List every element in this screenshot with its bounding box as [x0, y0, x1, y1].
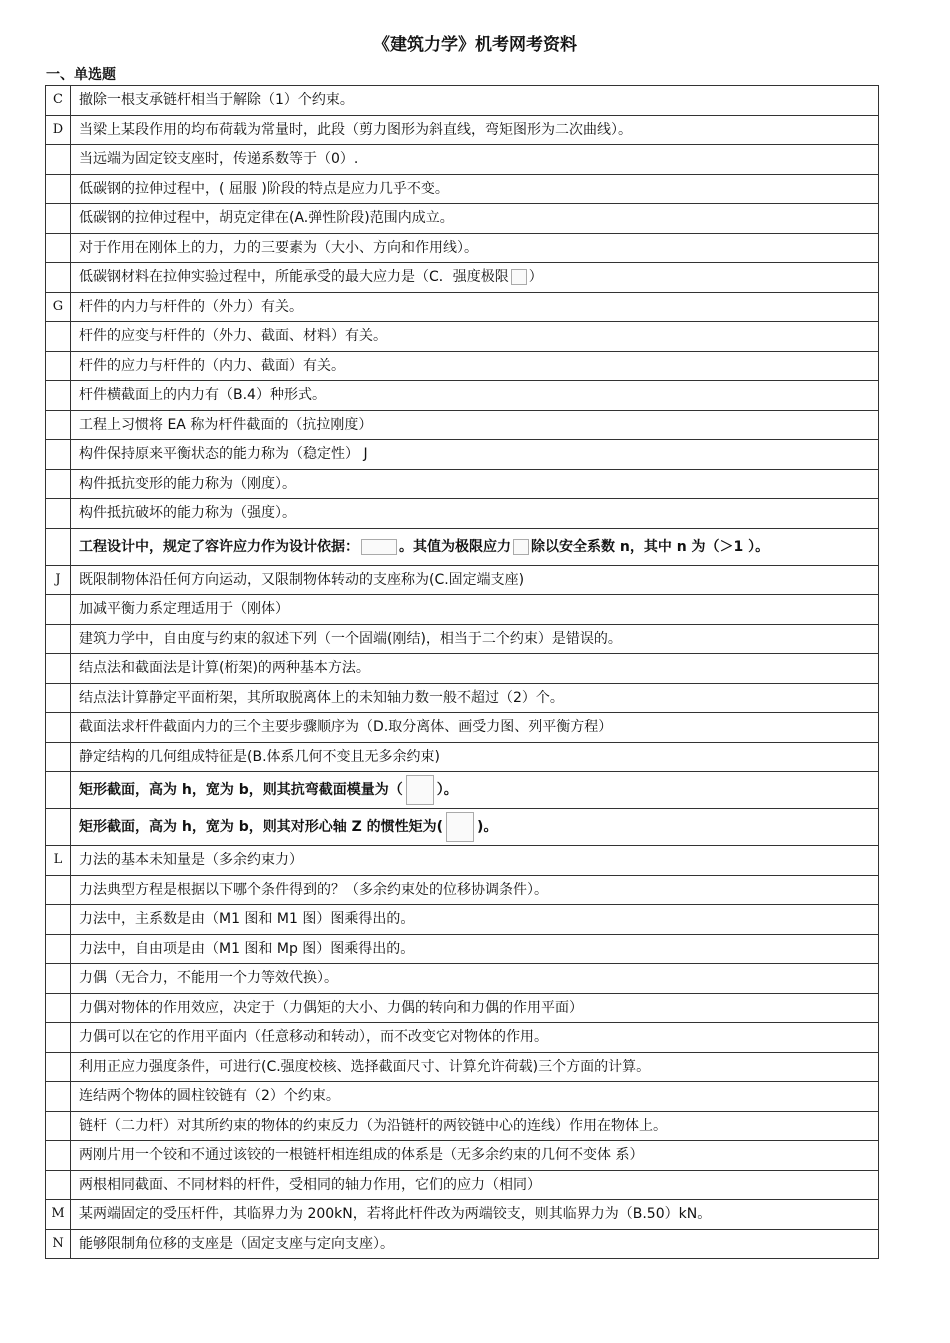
row-text-part: )。: [477, 819, 498, 835]
row-text: 低碳钢的拉伸过程中，( 屈服 )阶段的特点是应力几乎不变。: [71, 174, 879, 204]
row-text: 能够限制角位移的支座是（固定支座与定向支座）。: [71, 1229, 879, 1259]
table-row: [46, 742, 879, 772]
formula-image: [511, 269, 527, 285]
row-text-part: 矩形截面，高为 h，宽为 b，则其抗弯截面模量为（: [79, 782, 403, 798]
row-text: 链杆（二力杆）对其所约束的物体的约束反力（为沿链杆的两铰链中心的连线）作用在物体上。: [71, 1111, 879, 1141]
table-row: [46, 1229, 879, 1259]
table-row: [46, 654, 879, 684]
table-row: [46, 528, 879, 565]
row-letter: [46, 595, 71, 625]
table-row: [46, 263, 879, 293]
table-row: [46, 993, 879, 1023]
row-text: 对于作用在刚体上的力，力的三要素为（大小、方向和作用线）。: [71, 233, 879, 263]
row-text: 构件抵抗变形的能力称为（刚度）。: [71, 469, 879, 499]
table-row: [46, 145, 879, 175]
row-letter: [46, 410, 71, 440]
row-letter: [46, 905, 71, 935]
table-row: [46, 683, 879, 713]
row-text-part: 。其值为极限应力: [399, 538, 511, 555]
table-row: [46, 875, 879, 905]
row-letter: J: [46, 565, 71, 595]
row-letter: [46, 1023, 71, 1053]
row-text: 杆件横截面上的内力有（B.4）种形式。: [71, 381, 879, 411]
row-text: [71, 772, 879, 809]
table-row: [46, 292, 879, 322]
table-row: [46, 499, 879, 529]
row-text: 连结两个物体的圆柱铰链有（2）个约束。: [71, 1082, 879, 1112]
row-text: 静定结构的几何组成特征是(B.体系几何不变且无多余约束): [71, 742, 879, 772]
row-text: 加减平衡力系定理适用于（刚体）: [71, 595, 879, 625]
row-text-part: 除以安全系数 n，其中 n 为（＞1 ）。: [531, 538, 770, 555]
row-text: 两根相同截面、不同材料的杆件，受相同的轴力作用，它们的应力（相同）: [71, 1170, 879, 1200]
question-table: [45, 85, 879, 1259]
formula-image: [446, 812, 474, 842]
section-heading: 一、单选题: [46, 67, 116, 83]
row-letter: N: [46, 1229, 71, 1259]
row-text: 力法中，主系数是由（M1 图和 M1 图）图乘得出的。: [71, 905, 879, 935]
row-letter: G: [46, 292, 71, 322]
row-letter: [46, 654, 71, 684]
row-text: 低碳钢的拉伸过程中，胡克定律在(A.弹性阶段)范围内成立。: [71, 204, 879, 234]
table-row: [46, 86, 879, 116]
row-letter: [46, 1052, 71, 1082]
table-row: [46, 351, 879, 381]
table-row: [46, 381, 879, 411]
row-letter: [46, 381, 71, 411]
table-row: [46, 809, 879, 846]
row-text: 结点法和截面法是计算(桁架)的两种基本方法。: [71, 654, 879, 684]
row-letter: [46, 964, 71, 994]
row-text: 结点法计算静定平面桁架，其所取脱离体上的未知轴力数一般不超过（2）个。: [71, 683, 879, 713]
formula-image: [513, 539, 529, 555]
formula-image: [361, 539, 397, 555]
row-text-part: 工程设计中，规定了容许应力作为设计依据：: [79, 538, 359, 555]
row-letter: [46, 875, 71, 905]
row-letter: [46, 499, 71, 529]
table-row: [46, 1141, 879, 1171]
row-letter: [46, 440, 71, 470]
row-text: 建筑力学中，自由度与约束的叙述下列（一个固端(刚结)，相当于二个约束）是错误的。: [71, 624, 879, 654]
table-row: [46, 410, 879, 440]
table-row: [46, 565, 879, 595]
row-text: 杆件的内力与杆件的（外力）有关。: [71, 292, 879, 322]
row-text: 利用正应力强度条件，可进行(C.强度校核、选择截面尺寸、计算允许荷载)三个方面的计算。: [71, 1052, 879, 1082]
row-text: 工程上习惯将 EA 称为杆件截面的（抗拉刚度）: [71, 410, 879, 440]
row-letter: [46, 1141, 71, 1171]
row-letter: C: [46, 86, 71, 116]
table-row: [46, 964, 879, 994]
row-letter: [46, 204, 71, 234]
row-letter: [46, 772, 71, 809]
row-letter: [46, 174, 71, 204]
row-text: 力法的基本未知量是（多余约束力）: [71, 846, 879, 876]
table-row: [46, 624, 879, 654]
row-letter: [46, 1082, 71, 1112]
row-text: 某两端固定的受压杆件，其临界力为 200kN，若将此杆件改为两端铰支，则其临界力为（B.50）kN。: [71, 1200, 879, 1230]
row-letter: [46, 528, 71, 565]
row-text: [71, 528, 879, 565]
table-row: [46, 1023, 879, 1053]
table-row: [46, 595, 879, 625]
row-text: 既限制物体沿任何方向运动，又限制物体转动的支座称为(C.固定端支座): [71, 565, 879, 595]
table-row: [46, 469, 879, 499]
row-letter: [46, 934, 71, 964]
row-text: 构件保持原来平衡状态的能力称为（稳定性） J: [71, 440, 879, 470]
row-letter: D: [46, 115, 71, 145]
row-text-part: 矩形截面，高为 h，宽为 b，则其对形心轴 Z 的惯性矩为(: [79, 819, 444, 835]
row-text: [71, 263, 879, 293]
table-row: [46, 1082, 879, 1112]
row-text-part: ）。: [436, 782, 458, 798]
row-text: 力法中，自由项是由（M1 图和 Mp 图）图乘得出的。: [71, 934, 879, 964]
row-letter: M: [46, 1200, 71, 1230]
row-letter: [46, 322, 71, 352]
table-row: [46, 934, 879, 964]
row-letter: [46, 742, 71, 772]
row-letter: [46, 624, 71, 654]
table-row: [46, 440, 879, 470]
row-text: 力偶可以在它的作用平面内（任意移动和转动），而不改变它对物体的作用。: [71, 1023, 879, 1053]
row-letter: [46, 351, 71, 381]
row-text: 构件抵抗破坏的能力称为（强度）。: [71, 499, 879, 529]
table-row: [46, 174, 879, 204]
row-text: 力偶对物体的作用效应，决定于（力偶矩的大小、力偶的转向和力偶的作用平面）: [71, 993, 879, 1023]
row-text: 力法典型方程是根据以下哪个条件得到的？（多余约束处的位移协调条件）。: [71, 875, 879, 905]
table-row: [46, 1200, 879, 1230]
row-letter: L: [46, 846, 71, 876]
row-text: 撤除一根支承链杆相当于解除（1）个约束。: [71, 86, 879, 116]
row-letter: [46, 993, 71, 1023]
row-letter: [46, 263, 71, 293]
row-letter: [46, 145, 71, 175]
table-row: [46, 846, 879, 876]
row-text: 杆件的应变与杆件的（外力、截面、材料）有关。: [71, 322, 879, 352]
table-row: [46, 204, 879, 234]
table-row: [46, 1052, 879, 1082]
table-row: [46, 905, 879, 935]
row-letter: [46, 683, 71, 713]
table-row: [46, 1111, 879, 1141]
row-text: [71, 809, 879, 846]
row-letter: [46, 1111, 71, 1141]
table-row: [46, 1170, 879, 1200]
table-row: [46, 772, 879, 809]
row-letter: [46, 469, 71, 499]
page-title: 《建筑力学》机考网考资料: [373, 35, 577, 55]
table-row: [46, 233, 879, 263]
row-text-part: 低碳钢材料在拉伸实验过程中，所能承受的最大应力是（C．强度极限: [79, 269, 509, 286]
row-letter: [46, 1170, 71, 1200]
row-text: 两刚片用一个铰和不通过该铰的一根链杆相连组成的体系是（无多余约束的几何不变体 系）: [71, 1141, 879, 1171]
row-text: 力偶（无合力，不能用一个力等效代换）。: [71, 964, 879, 994]
row-letter: [46, 809, 71, 846]
table-row: [46, 115, 879, 145]
row-text: 杆件的应力与杆件的（内力、截面）有关。: [71, 351, 879, 381]
row-letter: [46, 713, 71, 743]
row-text: 截面法求杆件截面内力的三个主要步骤顺序为（D.取分离体、画受力图、列平衡方程）: [71, 713, 879, 743]
row-text: 当梁上某段作用的均布荷载为常量时，此段（剪力图形为斜直线，弯矩图形为二次曲线）。: [71, 115, 879, 145]
row-text: 当远端为固定铰支座时，传递系数等于（0）.: [71, 145, 879, 175]
row-text-part: ）: [528, 269, 543, 286]
formula-image: [406, 775, 434, 805]
row-letter: [46, 233, 71, 263]
table-row: [46, 322, 879, 352]
table-row: [46, 713, 879, 743]
